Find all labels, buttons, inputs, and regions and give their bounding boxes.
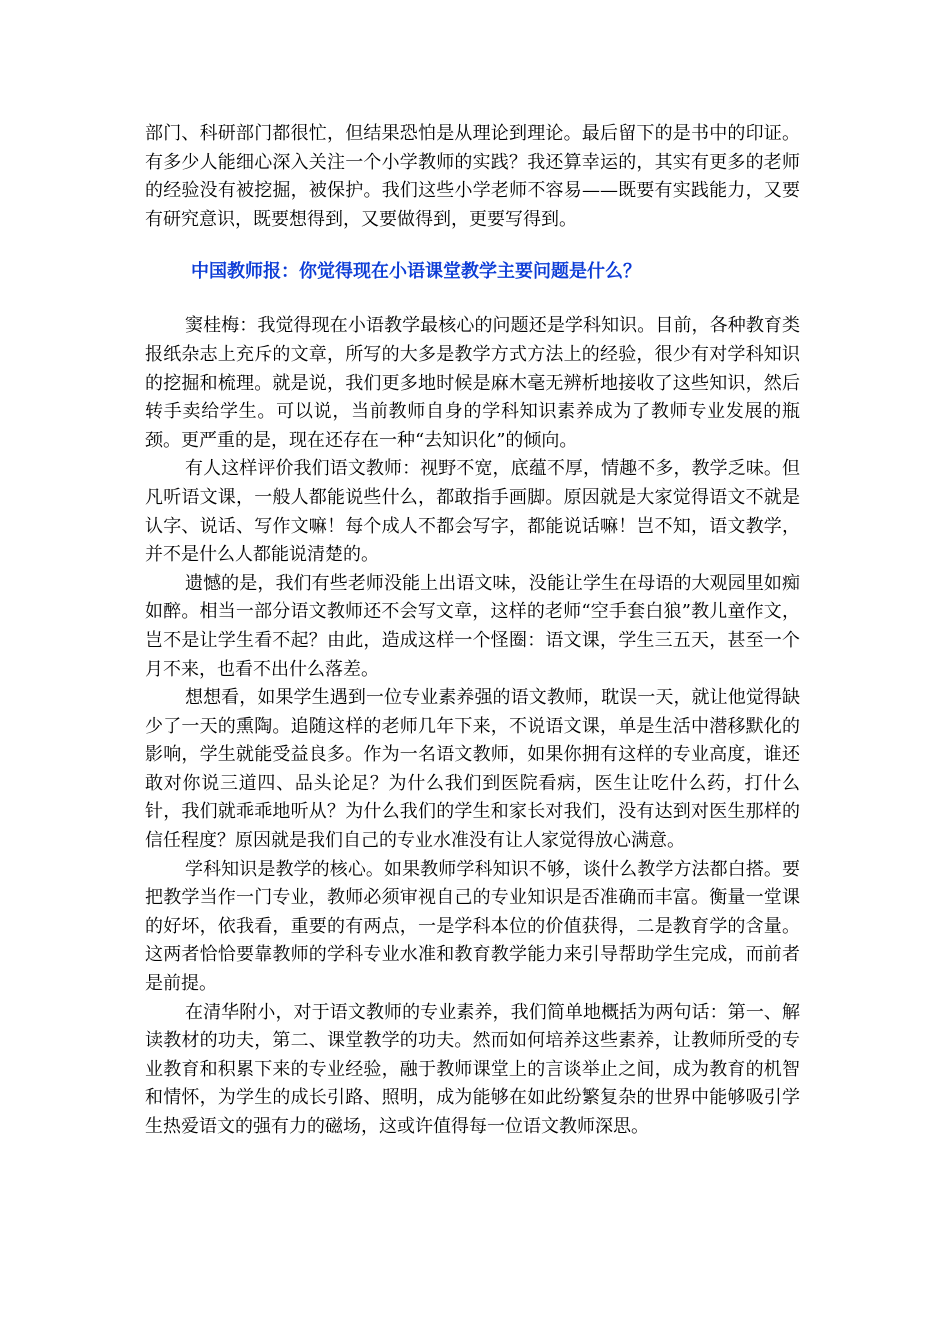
answer-paragraph-5: 学科知识是教学的核心。如果教师学科知识不够，谈什么教学方法都白搭。要把教学当作一门专业，教师必须审视自己的专业知识是否准确而丰富。衡量一堂课的好坏，依我看，重要的有两点，一是学科本位的价值获得，二是教育学的含量。这两者恰恰要靠教师的学科专业水准和教育教学能力来引导帮助学生完成，而前者是前提。 [145,858,800,995]
question-heading: 中国教师报：你觉得现在小语课堂教学主要问题是什么？ [191,261,641,283]
answer-paragraph-1: 窦桂梅：我觉得现在小语教学最核心的问题还是学科知识。目前，各种教育类报纸杂志上充斥的文章，所写的大多是教学方式方法上的经验，很少有对学科知识的挖掘和梳理。就是说，我们更多地时候是麻木毫无辨析地接收了这些知识，然后转手卖给学生。可以说，当前教师自身的学科知识素养成为了教师专业发展的瓶颈。更严重的是，现在还存在一种“去知识化”的倾向。 [145,315,800,451]
answer-paragraph-2: 有人这样评价我们语文教师：视野不宽，底蕴不厚，情趣不多，教学乏味。但凡听语文课，一般人都能说些什么，都敢指手画脚。原因就是大家觉得语文不就是认字、说话、写作文嘛！每个成人不都会写字，都能说话嘛！岂不知，语文教学，并不是什么人都能说清楚的。 [145,458,800,566]
article-body [145,120,800,1142]
answer-paragraph-3: 遗憾的是，我们有些老师没能上出语文味，没能让学生在母语的大观园里如痴如醉。相当一部分语文教师还不会写文章，这样的老师“空手套白狼”教儿童作文，岂不是让学生看不起？由此，造成这样一个怪圈：语文课，学生三五天，甚至一个月不来，也看不出什么落差。 [145,572,800,680]
answer-paragraph-6: 在清华附小，对于语文教师的专业素养，我们简单地概括为两句话：第一、解读教材的功夫，第二、课堂教学的功夫。然而如何培养这些素养，让教师所受的专业教育和积累下来的专业经验，融于教师课堂上的言谈举止之间，成为教育的机智和情怀，为学生的成长引路、照明，成为能够在如此纷繁复杂的世界中能够吸引学生热爱语文的强有力的磁场，这或许值得每一位语文教师深思。 [145,1001,800,1137]
answer-paragraph-4: 想想看，如果学生遇到一位专业素养强的语文教师，耽误一天，就让他觉得缺少了一天的熏陶。追随这样的老师几年下来，不说语文课，单是生活中潜移默化的影响，学生就能受益良多。作为一名语文教师，如果你拥有这样的专业高度，谁还敢对你说三道四、品头论足？为什么我们到医院看病，医生让吃什么药，打什么针，我们就乖乖地听从？为什么我们的学生和家长对我们，没有达到对医生那样的信任程度？原因就是我们自己的专业水准没有让人家觉得放心满意。 [145,687,800,852]
intro-paragraph: 部门、科研部门都很忙，但结果恐怕是从理论到理论。最后留下的是书中的印证。有多少人能细心深入关注一个小学教师的实践？我还算幸运的，其实有更多的老师的经验没有被挖掘，被保护。我们这些小学老师不容易——既要有实践能力，又要有研究意识，既要想得到，又要做得到，更要写得到。 [145,123,800,230]
